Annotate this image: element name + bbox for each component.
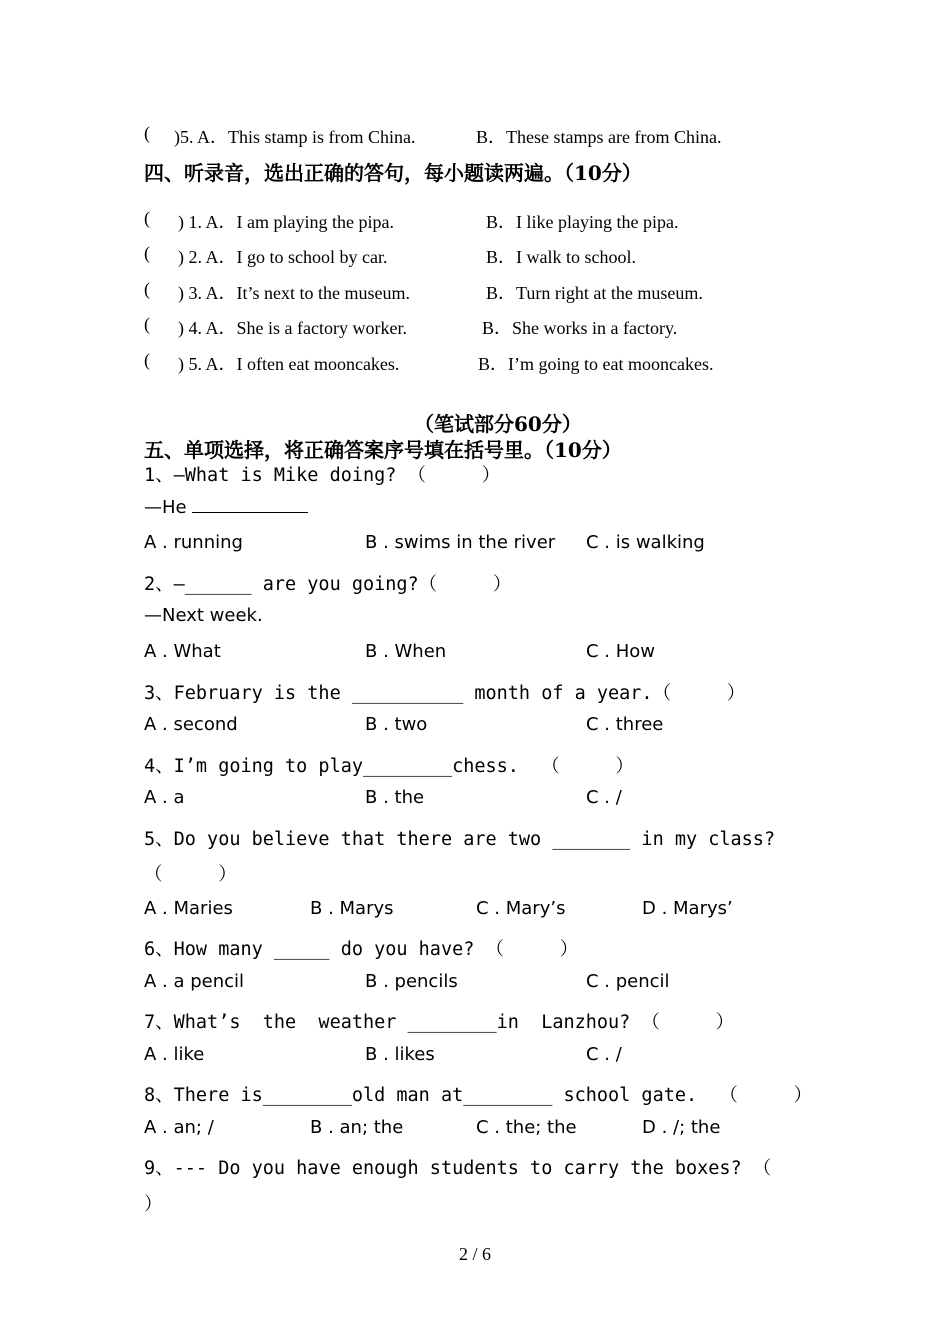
s5-q1-answer-line — [144, 496, 308, 518]
s4-q5-option-a: ) 5. A．I often eat mooncakes. — [178, 354, 400, 374]
s5-q3-option-a: A . second — [144, 714, 238, 735]
s5-q7-option-a: A . like — [144, 1044, 205, 1065]
page-number: 2 / 6 — [458, 1244, 491, 1264]
s4-q3-paren: ( — [144, 279, 150, 299]
prev-q5-paren: ( — [144, 123, 150, 143]
s5-q1-option-c: C . is walking — [586, 532, 705, 553]
s4-q2-paren: ( — [144, 243, 150, 263]
s5-q1-option-b: B . swims in the river — [365, 532, 556, 553]
prev-q5-option-b: B．These stamps are from China. — [476, 127, 722, 147]
s5-q3-option-c: C . three — [586, 714, 664, 735]
written-part-heading: （笔试部分60分） — [414, 412, 582, 436]
s5-q7-stem: 7、What’s the weather ________in Lanzhou? （ ） — [144, 1012, 735, 1033]
s5-q7-option-b: B . likes — [365, 1044, 435, 1065]
s4-q1-paren: ( — [144, 208, 150, 228]
s5-q5-option-a: A . Maries — [144, 898, 233, 919]
s5-q5-option-c: C . Mary’s — [476, 898, 566, 919]
s5-q4-option-a: A . a — [144, 787, 185, 808]
s4-q5-paren: ( — [144, 350, 150, 370]
s4-q3-option-b: B．Turn right at the museum. — [486, 283, 703, 303]
s4-q5-option-b: B．I’m going to eat mooncakes. — [478, 354, 714, 374]
s5-q5-option-d: D . Marys’ — [642, 898, 733, 919]
s5-q2-stem: 2、—______ are you going?（ ） — [144, 574, 512, 595]
answer-blank — [192, 496, 308, 513]
section4-title: 四、听录音，选出正确的答句，每小题读两遍。（10分） — [144, 161, 642, 185]
s5-q2-option-c: C . How — [586, 641, 656, 662]
s5-q7-option-c: C . / — [586, 1044, 622, 1065]
s5-q6-option-a: A . a pencil — [144, 971, 245, 992]
s5-q2-option-b: B . When — [365, 641, 447, 662]
s5-q1-stem: 1、—What is Mike doing? （ ） — [144, 465, 501, 486]
s4-q2-option-a: ) 2. A．I go to school by car. — [178, 247, 388, 267]
s5-q6-option-b: B . pencils — [365, 971, 458, 992]
section5-title: 五、单项选择，将正确答案序号填在括号里。（10分） — [144, 438, 622, 462]
s5-q4-option-c: C . / — [586, 787, 622, 808]
s5-q2-option-a: A . What — [144, 641, 221, 662]
s4-q4-option-b: B．She works in a factory. — [482, 318, 678, 338]
s5-q8-option-a: A . an; / — [144, 1117, 214, 1138]
s5-q5-option-b: B . Marys — [310, 898, 394, 919]
s5-q8-stem: 8、There is________old man at________ school gate. （ ） — [144, 1085, 813, 1106]
s5-q3-option-b: B . two — [365, 714, 428, 735]
s5-q6-stem: 6、How many _____ do you have? （ ） — [144, 939, 579, 960]
s4-q1-option-a: ) 1. A．I am playing the pipa. — [178, 212, 394, 232]
s5-q1-answer-prefix: —He — [144, 497, 193, 518]
prev-q5-option-a: )5. A．This stamp is from China. — [174, 127, 416, 147]
s4-q2-option-b: B．I walk to school. — [486, 247, 636, 267]
s5-q6-option-c: C . pencil — [586, 971, 670, 992]
s5-q8-option-d: D . /; the — [642, 1117, 721, 1138]
s5-q8-option-c: C . the; the — [476, 1117, 577, 1138]
s5-q4-option-b: B . the — [365, 787, 425, 808]
s5-q1-option-a: A . running — [144, 532, 243, 553]
s4-q1-option-b: B．I like playing the pipa. — [486, 212, 679, 232]
s5-q3-stem: 3、February is the __________ month of a year.（ ） — [144, 683, 746, 704]
s4-q4-paren: ( — [144, 314, 150, 334]
s5-q8-option-b: B . an; the — [310, 1117, 404, 1138]
s5-q2-reply: —Next week. — [144, 605, 263, 626]
s5-q9-answer-paren: ） — [144, 1194, 163, 1215]
s5-q9-stem: 9、--- Do you have enough students to carry the boxes? （ — [144, 1158, 772, 1179]
s4-q3-option-a: ) 3. A．It’s next to the museum. — [178, 283, 410, 303]
s5-q5-stem: 5、Do you believe that there are two _______ in my class? — [144, 829, 776, 850]
s4-q4-option-a: ) 4. A．She is a factory worker. — [178, 318, 407, 338]
s5-q5-answer-paren: （ ） — [144, 864, 237, 885]
s5-q4-stem: 4、I’m going to play________chess. （ ） — [144, 756, 634, 777]
